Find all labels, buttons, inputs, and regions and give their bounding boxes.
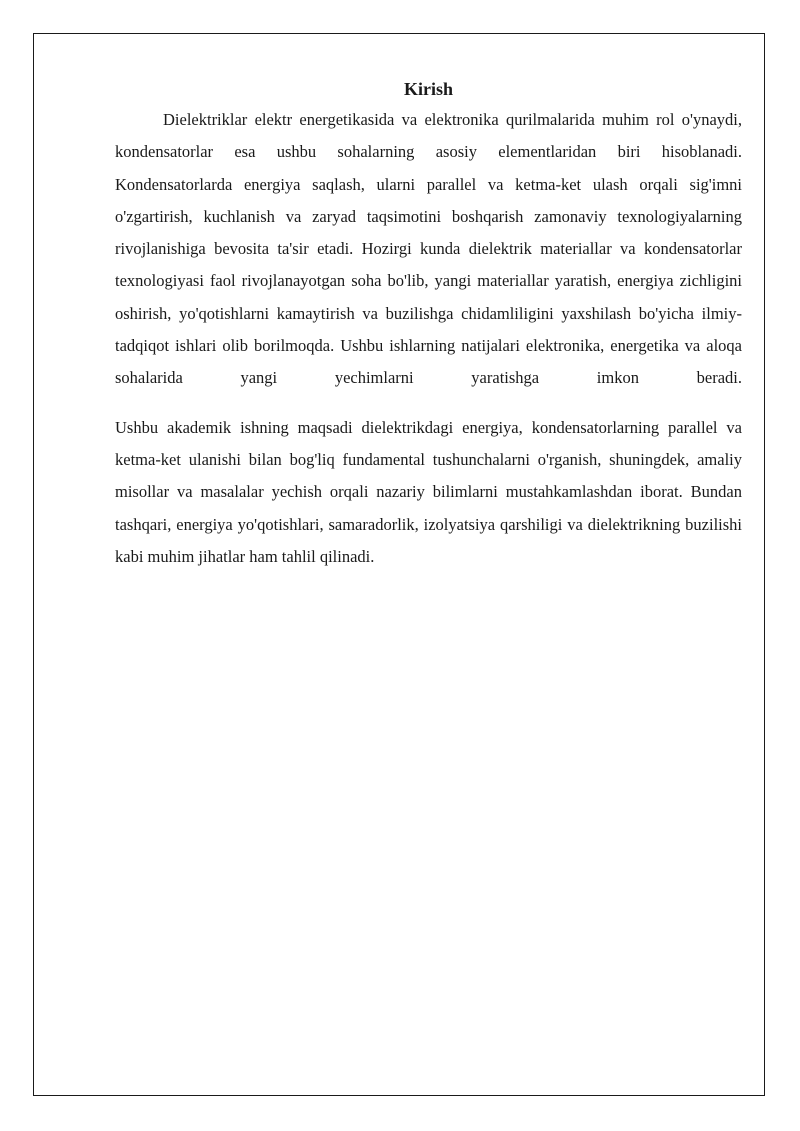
section-title: Kirish — [403, 79, 453, 99]
paragraph-introduction: Dielektriklar elektr energetikasida va elektronika qurilmalarida muhim rol o'ynaydi, kondensatorlar esa ushbu sohalarning asosiy elementlaridan biri hisoblanadi. Kondensatorlarda energiya saqlash, ularni parallel va ketma-ket ulash orqali sig'imni o'zgartirish, kuchlanish va zaryad taqsimotini boshqarish zamonaviy texnologiyalarning rivojlanishiga bevosita ta'sir etadi. Hozirgi kunda dielektrik materiallar va kondensatorlar texnologiyasi faol rivojlanayotgan soha bo'lib, yangi materiallar yaratish, energiya zichligini oshirish, yo'qotishlarni kamaytirish va buzilishga chidamliligini yaxshilash bo'yicha ilmiy-tadqiqot ishlari olib borilmoqda. Ushbu ishlarning natijalari elektronika, energetika va aloqa sohalarida yangi yechimlarni yaratishga imkon beradi. — [115, 110, 742, 388]
paragraph-purpose: Ushbu akademik ishning maqsadi dielektrikdagi energiya, kondensatorlarning parallel va ketma-ket ulanishi bilan bog'liq fundamental tushunchalarni o'rganish, shuningdek, amaliy misollar va masalalar yechish orqali nazariy bilimlarni mustahkamlashdan iborat. Bundan tashqari, energiya yo'qotishlari, samaradorlik, izolyatsiya qarshiligi va dielektrikning buzilishi kabi muhim jihatlar ham tahlil qilinadi. — [115, 417, 742, 566]
page-content — [115, 75, 742, 573]
